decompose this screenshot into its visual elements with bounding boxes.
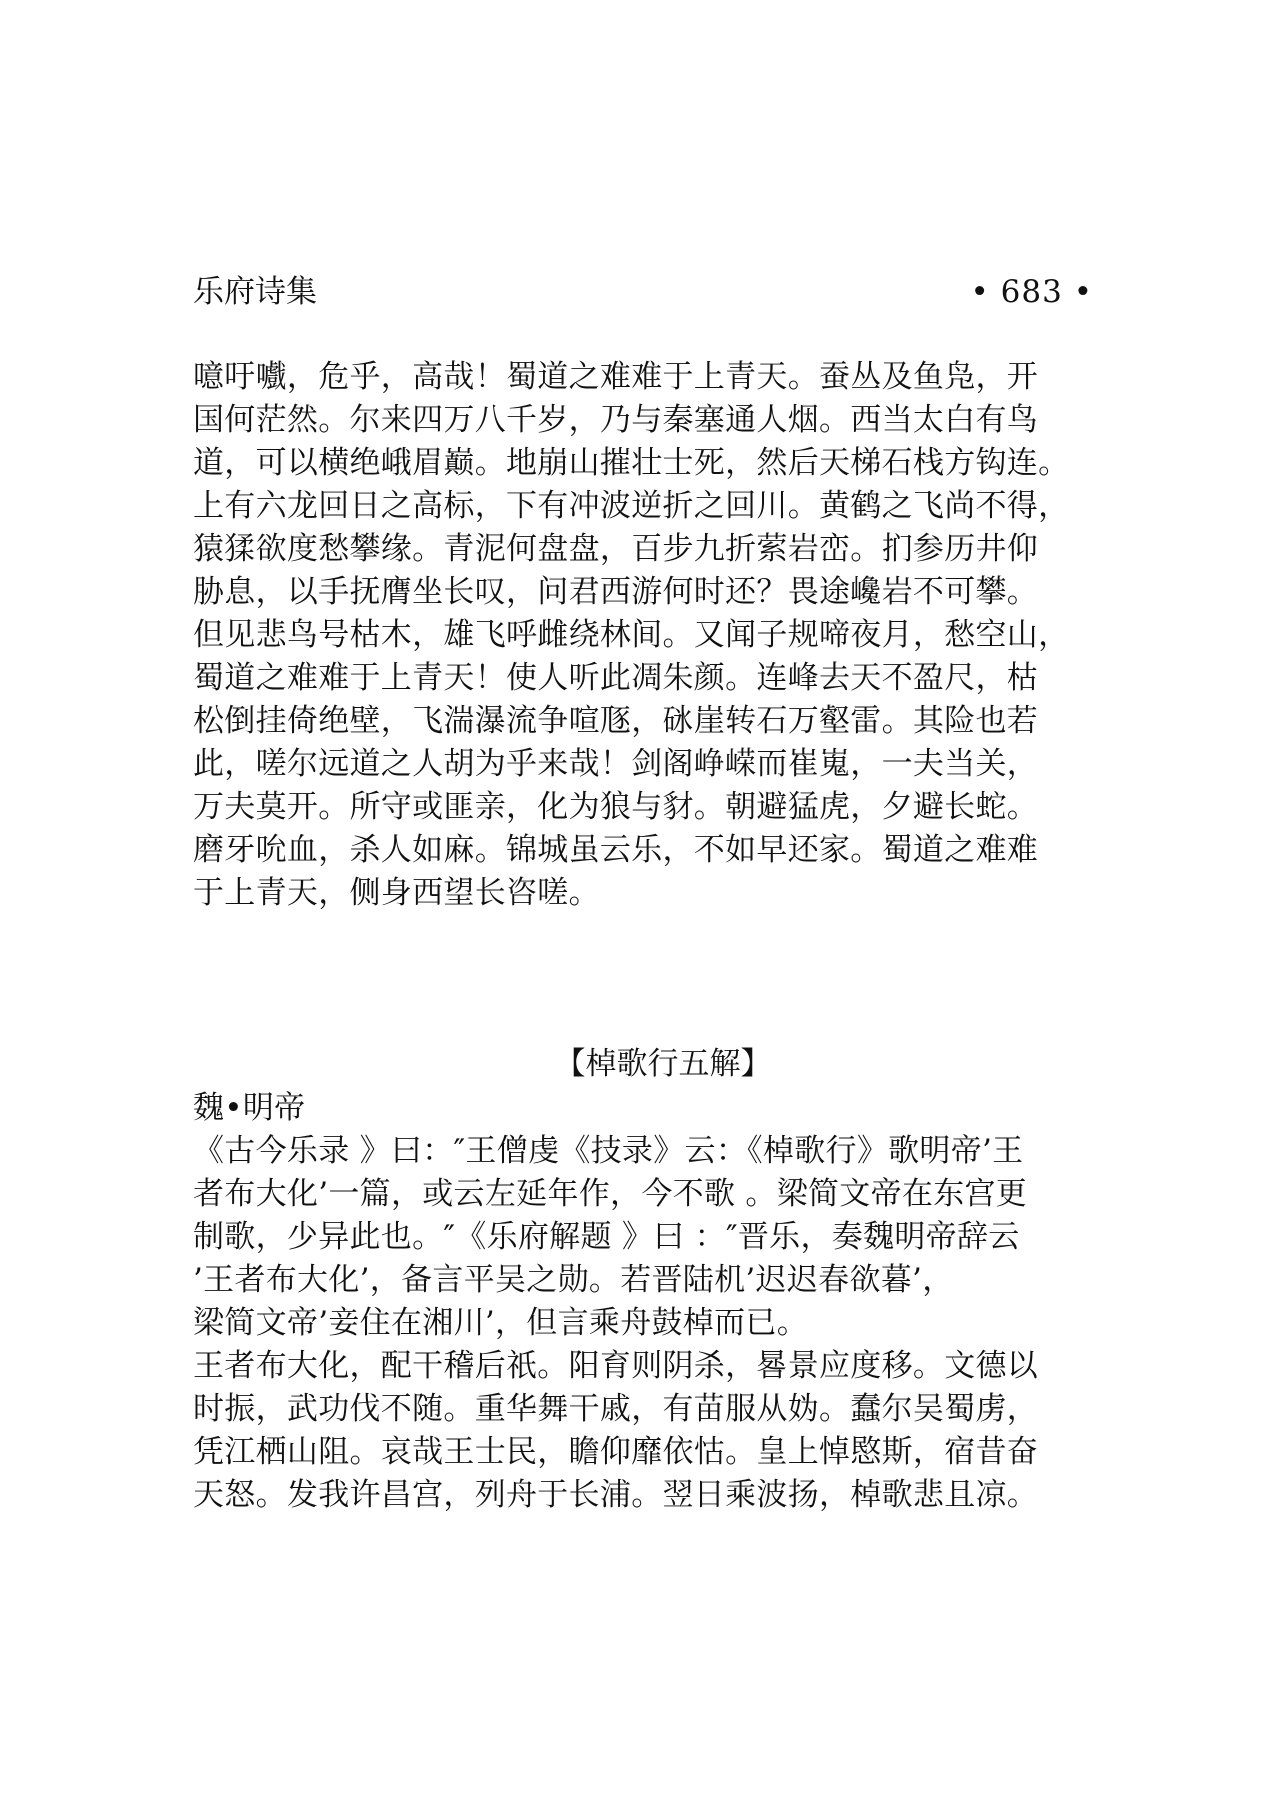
poem-line: 上有六龙回日之高标，下有冲波逆折之回川。黄鹤之飞尚不得，: [193, 488, 1070, 524]
preface-line: 《古今乐录 》曰：″王僧虔《技录》云：《棹歌行》歌明帝’王: [193, 1133, 1024, 1169]
poem-line: 凭江栖山阻。哀哉王士民，瞻仰靡依怙。皇上悼愍斯，宿昔奋: [193, 1434, 1039, 1470]
preface-line: 者布大化’一篇，或云左延年作，今不歌 。梁简文帝在东宫更: [193, 1176, 1028, 1212]
section-zhao-ge-xing: [193, 1087, 1093, 1517]
poem-line: 胁息，以手抚膺坐长叹，问君西游何时还？畏途巉岩不可攀。: [193, 574, 1039, 610]
page-header: [193, 270, 1093, 314]
poem-line: 国何茫然。尔来四万八千岁，乃与秦塞通人烟。西当太白有鸟: [193, 402, 1039, 438]
preface-line: ’王者布大化’，备言平吴之勋。若晋陆机’迟迟春欲暮’，: [193, 1262, 954, 1298]
section-title: 【棹歌行五解】: [554, 1046, 772, 1082]
preface-line: 制歌，少异此也。″《乐府解题 》曰 ：″晋乐，奏魏明帝辞云: [193, 1219, 1020, 1255]
poem-line: 万夫莫开。所守或匪亲，化为狼与豺。朝避猛虎，夕避长蛇。: [193, 789, 1039, 825]
poem-line: 磨牙吮血，杀人如麻。锦城虽云乐，不如早还家。蜀道之难难: [193, 832, 1039, 868]
poem-line: 王者布大化，配干稽后祇。阳育则阴杀，晷景应度移。文德以: [193, 1348, 1039, 1384]
poem-line: 蜀道之难难于上青天！使人听此凋朱颜。连峰去天不盈尺，枯: [193, 660, 1039, 696]
document-page: [193, 0, 1093, 1795]
poem-line: 猿猱欲度愁攀缘。青泥何盘盘，百步九折萦岩峦。扪参历井仰: [193, 531, 1039, 567]
author-line: 魏•明帝: [193, 1090, 306, 1126]
poem-line: 于上青天，侧身西望长咨嗟。: [193, 875, 600, 911]
poem-line: 噫吁嚱，危乎，高哉！蜀道之难难于上青天。蚕丛及鱼凫，开: [193, 359, 1039, 395]
poem-line: 时振，武功伐不随。重华舞干戚，有苗服从妫。蠢尔吴蜀虏，: [193, 1391, 1039, 1427]
poem-shu-dao-nan: [193, 356, 1093, 915]
page-number: • 683 •: [970, 274, 1093, 310]
poem-line: 道，可以横绝峨眉巅。地崩山摧壮士死，然后天梯石栈方钩连。: [193, 445, 1070, 481]
poem-line: 天怒。发我许昌宫，列舟于长浦。翌日乘波扬，棹歌悲且凉。: [193, 1477, 1039, 1513]
poem-line: 但见悲鸟号枯木，雄飞呼雌绕林间。又闻子规啼夜月，愁空山，: [193, 617, 1070, 653]
book-title: 乐府诗集: [193, 274, 317, 310]
preface-line: 梁简文帝’妾住在湘川’，但言乘舟鼓棹而已。: [193, 1305, 809, 1341]
poem-line: 松倒挂倚绝壁，飞湍瀑流争喧豗，砯崖转石万壑雷。其险也若: [193, 703, 1039, 739]
poem-line: 此，嗟尔远道之人胡为乎来哉！剑阁峥嵘而崔嵬，一夫当关，: [193, 746, 1039, 782]
